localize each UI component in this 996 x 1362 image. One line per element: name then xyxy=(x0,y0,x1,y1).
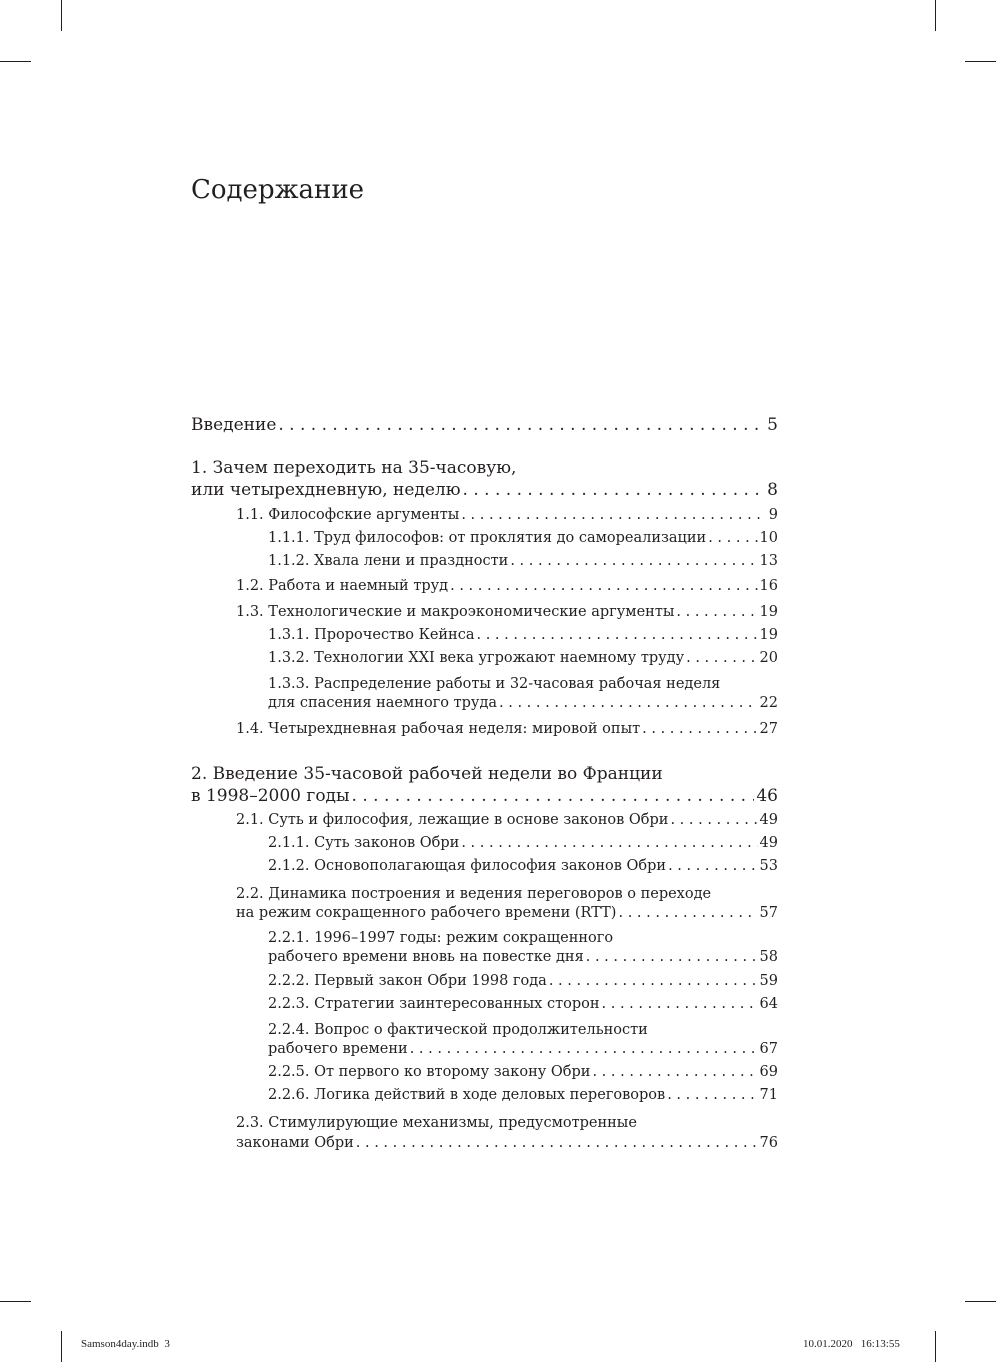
toc-entry-title: 2.2.6. Логика действий в ходе деловых переговоров xyxy=(268,1087,666,1103)
toc-entry-page: 67 xyxy=(759,1041,778,1057)
toc-entry-title: законами Обри xyxy=(236,1135,354,1151)
toc-entry-page: 13 xyxy=(759,553,778,569)
toc-entry-title-line: 1. Зачем переходить на 35-часовую, xyxy=(191,458,517,478)
toc-entry[interactable] xyxy=(268,627,778,651)
toc-entry[interactable] xyxy=(268,1041,778,1065)
toc-entry-title: 2.1. Суть и философия, лежащие в основе законов Обри xyxy=(236,812,669,828)
toc-entry-title: 2.1.2. Основополагающая философия законов Обри xyxy=(268,858,667,874)
toc-entry-page: 76 xyxy=(759,1135,778,1151)
toc-entry[interactable] xyxy=(236,1135,778,1159)
toc-entry[interactable] xyxy=(268,835,778,859)
toc-entry-title: 1.4. Четырехдневная рабочая неделя: мировой опыт xyxy=(236,721,641,737)
toc-entry[interactable] xyxy=(268,530,778,554)
toc-leader xyxy=(592,1064,757,1080)
toc-entry-page: 22 xyxy=(759,695,778,711)
toc-leader xyxy=(278,415,765,435)
slug-file xyxy=(81,1338,170,1350)
toc-entry-page: 8 xyxy=(767,480,778,500)
toc-entry-title: 1.1.2. Хвала лени и праздности xyxy=(268,553,509,569)
toc-entry-page: 46 xyxy=(756,786,778,806)
slug-timestamp xyxy=(803,1338,900,1350)
toc-entry-title: 1.3.2. Технологии XXI века угрожают наемному труду xyxy=(268,650,685,666)
toc-leader xyxy=(618,905,757,921)
toc-entry-page: 64 xyxy=(759,996,778,1012)
toc-entry[interactable] xyxy=(268,650,778,674)
toc-entry-page: 57 xyxy=(759,905,778,921)
toc-entry-page: 5 xyxy=(767,415,778,435)
toc-leader xyxy=(510,553,757,569)
toc-leader xyxy=(602,996,758,1012)
toc-entry-page: 20 xyxy=(759,650,778,666)
toc-leader xyxy=(676,604,757,620)
toc-entry[interactable] xyxy=(236,604,778,628)
toc-entry-page: 9 xyxy=(768,507,778,523)
toc-entry-title: 2.1.1. Суть законов Обри xyxy=(268,835,460,851)
toc-entry[interactable] xyxy=(268,695,778,719)
toc-leader xyxy=(668,858,757,874)
toc-entry-title: в 1998–2000 годы xyxy=(191,786,350,806)
slug-filename: Samson4day.indb xyxy=(81,1338,159,1350)
toc-entry-title-line: 2.2.1. 1996–1997 годы: режим сокращенного xyxy=(268,930,614,946)
toc-leader xyxy=(461,835,757,851)
toc-entry-title: для спасения наемного труда xyxy=(268,695,498,711)
toc-entry-page: 71 xyxy=(759,1087,778,1103)
toc-entry-page: 49 xyxy=(759,835,778,851)
toc-leader xyxy=(499,695,758,711)
toc-leader xyxy=(463,480,766,500)
slug-date: 10.01.2020 xyxy=(803,1338,853,1350)
toc-entry-title: 2.2.5. От первого ко второму закону Обри xyxy=(268,1064,591,1080)
toc-entry-title: на режим сокращенного рабочего времени (RTT) xyxy=(236,905,617,921)
toc-entry-title-line: 2. Введение 35-часовой рабочей недели во Франции xyxy=(191,764,663,784)
toc-entry[interactable] xyxy=(268,1064,778,1088)
toc-entry[interactable] xyxy=(268,973,778,997)
toc-entry-title: 2.2.3. Стратегии заинтересованных сторон xyxy=(268,996,600,1012)
toc-entry[interactable] xyxy=(268,1087,778,1111)
toc-entry-title: 1.3. Технологические и макроэкономические аргументы xyxy=(236,604,675,620)
toc-entry-title: 2.2.2. Первый закон Обри 1998 года xyxy=(268,973,547,989)
toc-entry-title: 1.1.1. Труд философов: от проклятия до самореализации xyxy=(268,530,707,546)
toc-entry-title: рабочего времени вновь на повестке дня xyxy=(268,949,584,965)
toc-entry-page: 59 xyxy=(759,973,778,989)
toc-leader xyxy=(450,578,757,594)
page-title: Содержание xyxy=(191,175,365,205)
toc-entry[interactable] xyxy=(236,905,778,929)
toc-entry-title: или четырехдневную, неделю xyxy=(191,480,461,500)
toc-entry-page: 69 xyxy=(759,1064,778,1080)
toc-leader xyxy=(410,1041,758,1057)
toc-leader xyxy=(708,530,757,546)
toc-leader xyxy=(686,650,757,666)
toc-leader xyxy=(667,1087,757,1103)
toc-entry-page: 19 xyxy=(759,627,778,643)
toc-entry[interactable] xyxy=(191,415,778,439)
toc-entry-title-line: 2.3. Стимулирующие механизмы, предусмотренные xyxy=(236,1115,637,1131)
toc-leader xyxy=(356,1135,758,1151)
toc-entry[interactable] xyxy=(268,553,778,577)
toc-entry-page: 16 xyxy=(759,578,778,594)
toc-entry-page: 49 xyxy=(759,812,778,828)
toc-entry-title: 1.3.1. Пророчество Кейнса xyxy=(268,627,475,643)
toc-entry[interactable] xyxy=(236,578,778,602)
toc-entry-title: Введение xyxy=(191,415,277,435)
toc-entry[interactable] xyxy=(236,721,778,745)
toc-leader xyxy=(352,786,755,806)
toc-leader xyxy=(461,507,766,523)
toc-entry-page: 19 xyxy=(759,604,778,620)
toc-entry-title: 1.2. Работа и наемный труд xyxy=(236,578,449,594)
slug-time: 16:13:55 xyxy=(860,1338,900,1350)
toc-leader xyxy=(670,812,757,828)
toc-entry[interactable] xyxy=(268,858,778,882)
toc-leader xyxy=(549,973,758,989)
toc-entry[interactable] xyxy=(268,996,778,1020)
toc-entry-page: 10 xyxy=(759,530,778,546)
toc-leader xyxy=(586,949,758,965)
toc-entry-title: рабочего времени xyxy=(268,1041,408,1057)
toc-entry[interactable] xyxy=(191,480,778,504)
toc-entry-title-line: 2.2.4. Вопрос о фактической продолжительности xyxy=(268,1022,648,1038)
slug-page: 3 xyxy=(164,1338,170,1350)
toc-entry-page: 58 xyxy=(759,949,778,965)
toc-entry[interactable] xyxy=(268,949,778,973)
toc-entry-page: 27 xyxy=(759,721,778,737)
toc-entry-page: 53 xyxy=(759,858,778,874)
toc-entry-title-line: 1.3.3. Распределение работы и 32-часовая рабочая неделя xyxy=(268,676,721,692)
toc-entry-title-line: 2.2. Динамика построения и ведения переговоров о переходе xyxy=(236,886,712,902)
toc-leader xyxy=(477,627,758,643)
toc-entry[interactable] xyxy=(236,812,778,836)
toc-entry[interactable] xyxy=(236,507,778,531)
toc-entry[interactable] xyxy=(191,786,778,810)
toc-leader xyxy=(642,721,757,737)
toc-entry-title: 1.1. Философские аргументы xyxy=(236,507,460,523)
